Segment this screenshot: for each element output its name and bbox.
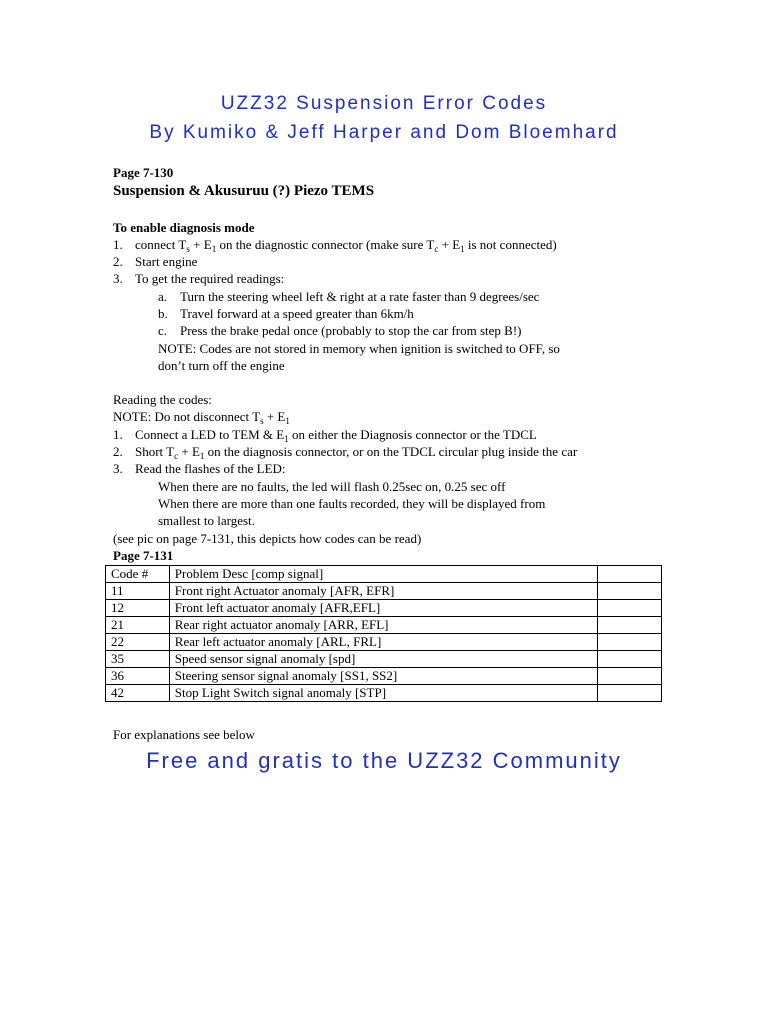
enable-diagnosis-heading: To enable diagnosis mode bbox=[113, 220, 255, 235]
code-cell: 11 bbox=[106, 583, 170, 600]
blank-cell bbox=[598, 651, 662, 668]
section-heading: Suspension & Akusuruu (?) Piezo TEMS bbox=[113, 183, 375, 199]
code-cell: 36 bbox=[106, 668, 170, 685]
error-code-table bbox=[105, 565, 662, 702]
page-ref-7-130: Page 7-130 bbox=[113, 165, 174, 180]
blank-cell bbox=[598, 600, 662, 617]
flash-no-faults: When there are no faults, the led will flash 0.25sec on, 0.25 sec off bbox=[158, 479, 506, 494]
code-cell: 35 bbox=[106, 651, 170, 668]
blank-cell bbox=[598, 617, 662, 634]
desc-cell: Stop Light Switch signal anomaly [STP] bbox=[169, 685, 597, 702]
desc-cell: Rear left actuator anomaly [ARL, FRL] bbox=[169, 634, 597, 651]
code-cell: 42 bbox=[106, 685, 170, 702]
blank-cell bbox=[598, 668, 662, 685]
substep-c: c. Press the brake pedal once (probably to stop the car from step B!) bbox=[158, 323, 522, 338]
desc-cell: Front left actuator anomaly [AFR,EFL] bbox=[169, 600, 597, 617]
enable-step-1: 1. connect $T_s + E_1$ on the diagnostic connector (make sure $T_c + E_1$ is not connected) bbox=[113, 237, 557, 254]
disconnect-note: NOTE: Do not disconnect $T_s + E_1$ bbox=[113, 409, 290, 426]
substep-a: a. Turn the steering wheel left & right at a rate faster than 9 degrees/sec bbox=[158, 289, 540, 304]
flash-order: smallest to largest. bbox=[158, 513, 255, 528]
blank-cell bbox=[598, 634, 662, 651]
document-authors: By Kumiko & Jeff Harper and Dom Bloemhard bbox=[149, 122, 619, 143]
blank-cell bbox=[598, 685, 662, 702]
reading-step-3: 3. Read the flashes of the LED: bbox=[113, 461, 286, 476]
explanations-note: For explanations see below bbox=[113, 727, 255, 742]
table-row bbox=[106, 583, 662, 600]
see-pic-note: (see pic on page 7-131, this depicts how codes can be read) bbox=[113, 531, 422, 546]
desc-cell: Rear right actuator anomaly [ARR, EFL] bbox=[169, 617, 597, 634]
free-community-banner: Free and gratis to the UZZ32 Community bbox=[146, 748, 622, 773]
table-row bbox=[106, 685, 662, 702]
document-title: UZZ32 Suspension Error Codes bbox=[220, 93, 548, 114]
table-row bbox=[106, 651, 662, 668]
desc-cell: Speed sensor signal anomaly [spd] bbox=[169, 651, 597, 668]
desc-cell: Front right Actuator anomaly [AFR, EFR] bbox=[169, 583, 597, 600]
enable-step-2: 2. Start engine bbox=[113, 254, 198, 269]
code-cell: 21 bbox=[106, 617, 170, 634]
flash-multiple-faults: When there are more than one faults recorded, they will be displayed from bbox=[158, 496, 546, 511]
table-row bbox=[106, 668, 662, 685]
desc-cell: Steering sensor signal anomaly [SS1, SS2] bbox=[169, 668, 597, 685]
blank-cell bbox=[598, 583, 662, 600]
memory-note-cont: don’t turn off the engine bbox=[158, 358, 285, 373]
table-row bbox=[106, 634, 662, 651]
memory-note: NOTE: Codes are not stored in memory when ignition is switched to OFF, so bbox=[158, 341, 560, 356]
header-problem-desc: Problem Desc [comp signal] bbox=[169, 566, 597, 583]
reading-step-1: 1. Connect a LED to TEM & $E_1$ on either the Diagnosis connector or the TDCL bbox=[113, 427, 537, 444]
table-row bbox=[106, 617, 662, 634]
page-ref-7-131: Page 7-131 bbox=[113, 548, 174, 563]
substep-b: b. Travel forward at a speed greater than 6km/h bbox=[158, 306, 414, 321]
table-row bbox=[106, 600, 662, 617]
table-header-row bbox=[106, 566, 662, 583]
code-cell: 12 bbox=[106, 600, 170, 617]
header-code: Code # bbox=[106, 566, 170, 583]
header-blank bbox=[598, 566, 662, 583]
enable-step-3: 3. To get the required readings: bbox=[113, 271, 285, 286]
code-cell: 22 bbox=[106, 634, 170, 651]
reading-codes-heading: Reading the codes: bbox=[113, 392, 212, 407]
reading-step-2: 2. Short $T_c + E_1$ on the diagnosis connector, or on the TDCL circular plug inside the car bbox=[113, 444, 578, 461]
